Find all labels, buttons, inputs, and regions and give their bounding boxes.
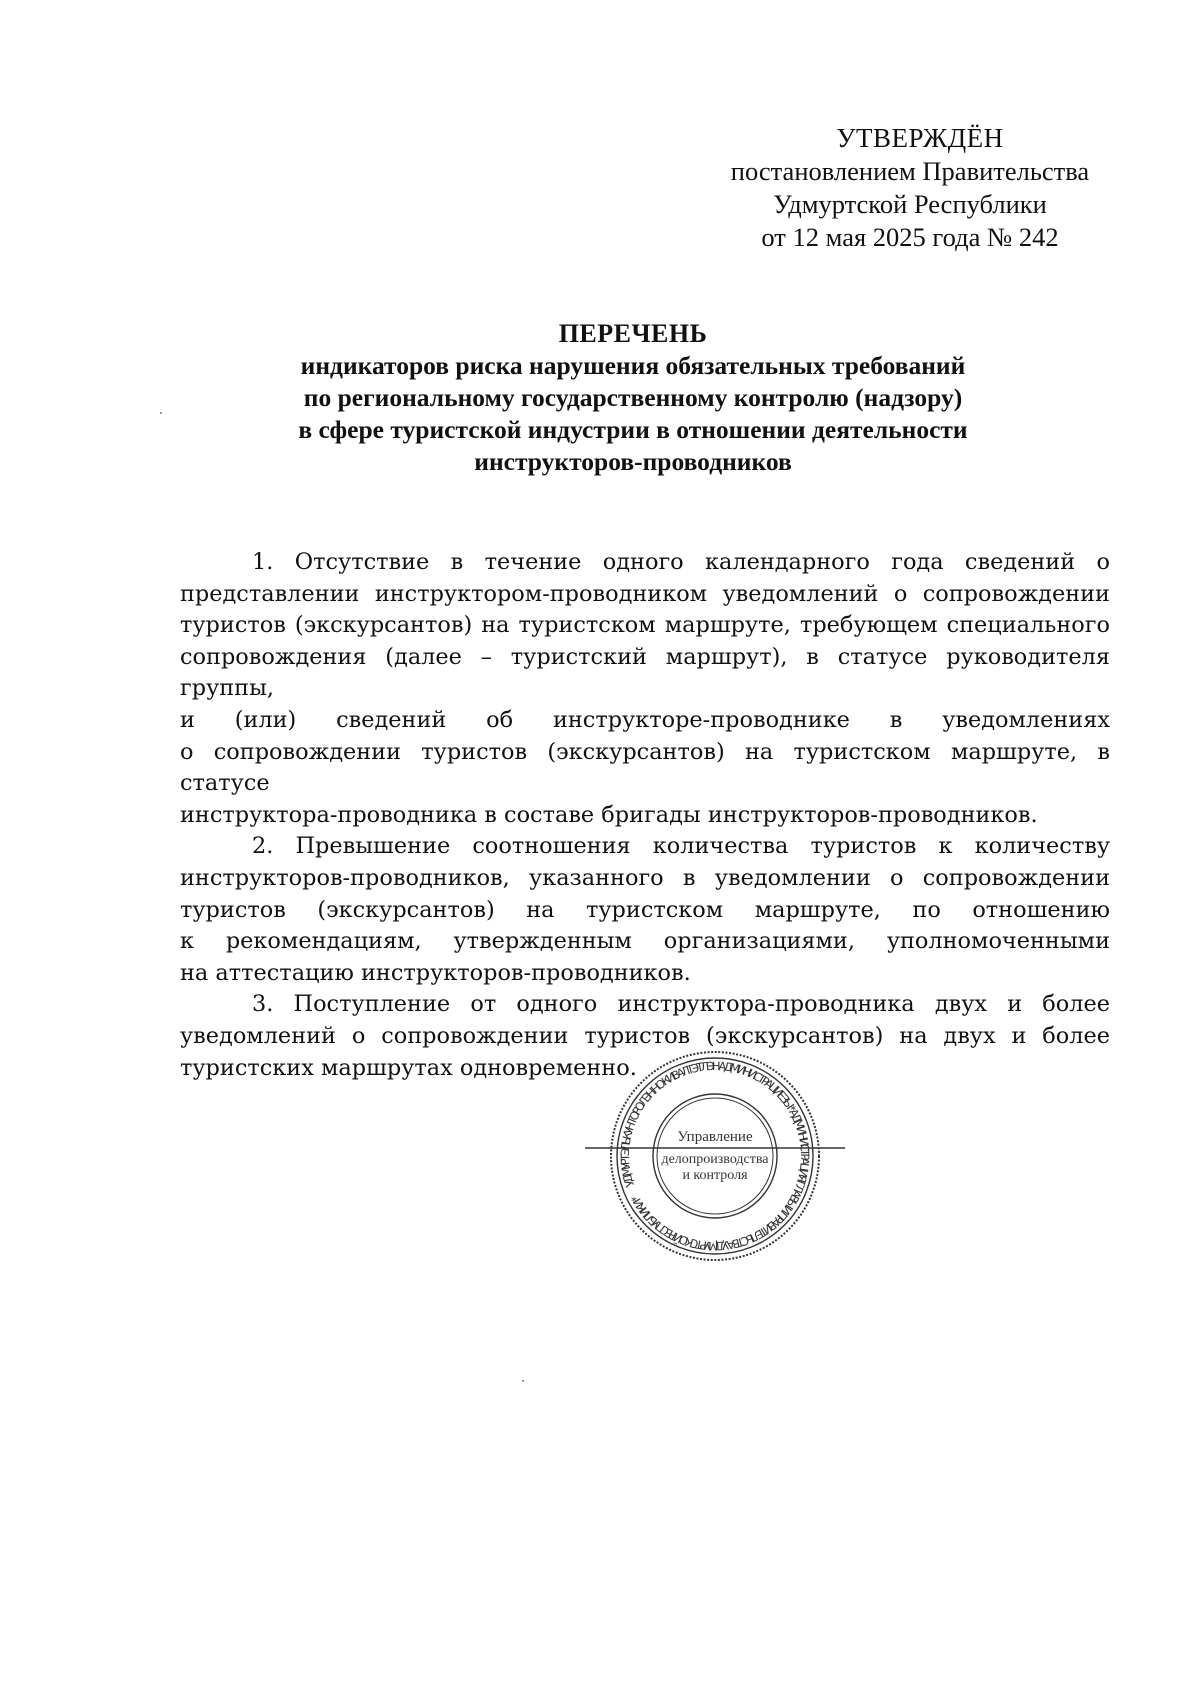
document-title [180, 318, 1086, 478]
approval-heading: УТВЕРЖДЁН [836, 123, 1004, 153]
title-heading: ПЕРЕЧЕНЬ [558, 319, 708, 348]
list-item [180, 547, 1110, 831]
paragraph-line: о сопровождении туристов (экскурсантов) на туристском маршруте, в статусе [180, 738, 1110, 797]
paragraph-line: 1. Отсутствие в течение одного календарного года сведений о [252, 549, 1110, 575]
paragraph-line: уведомлений о сопровождении туристов (экскурсантов) на двух и более [180, 1022, 1110, 1049]
paragraph-line: туристских маршрутах одновременно. [180, 1054, 637, 1081]
paragraph-line: инструкторов-проводников, указанного в уведомлении о сопровождении [180, 864, 1110, 891]
paragraph-line: и (или) сведений об инструкторе-проводнике в уведомлениях [180, 706, 1110, 733]
seal-text-line: делопроизводства [661, 1152, 769, 1167]
approval-line: постановлением Правительства [730, 156, 1090, 186]
scan-speck [522, 1380, 524, 1382]
paragraph-line: туристов (экскурсантов) на туристском маршруте, по отношению [180, 896, 1110, 923]
title-line: инструкторов-проводников [474, 447, 792, 476]
scan-speck [160, 412, 162, 414]
approval-block [700, 122, 1120, 254]
paragraph-line: сопровождения (далее – туристский маршрут), в статусе руководителя группы, [180, 643, 1110, 702]
title-line: индикаторов риска нарушения обязательных требований [300, 351, 966, 380]
paragraph-line: к рекомендациям, утвержденным организациями, уполномоченными [180, 928, 1110, 955]
paragraph-line: представлении инструктором-проводником уведомлений о сопровождении [180, 580, 1110, 607]
approval-line: Удмуртской Республики [773, 189, 1047, 219]
paragraph-line: инструктора-проводника в составе бригады инструкторов-проводников. [180, 801, 1038, 828]
title-line: по региональному государственному контролю (надзору) [303, 383, 963, 412]
paragraph-line: на аттестацию инструкторов-проводников. [180, 959, 691, 986]
approval-line: от 12 мая 2025 года № 242 [761, 222, 1059, 252]
paragraph-line: 2. Превышение соотношения количества туристов к количеству [252, 833, 1110, 860]
document-body [180, 547, 1110, 1084]
seal-text-line: Управление [677, 1129, 753, 1145]
seal-ring-text: УДМУРТ ЭЛЬКУН ТОРОЛЭН НО КИВАЛТЭТЛЭН АДМИНИСТРАЦИЕЗЫ * АДМИНИСТРАЦИЯ ГЛАВЫ И ПРАВИТЕЛЬСТВА УДМУРТСКОЙ РЕСПУБЛИКИ * [617, 1058, 813, 1254]
official-seal [585, 1046, 845, 1266]
paragraph-line: туристов (экскурсантов) на туристском маршруте, требующем специального [180, 612, 1110, 639]
title-line: в сфере туристской индустрии в отношении деятельности [298, 415, 968, 444]
seal-text-line: и контроля [682, 1168, 748, 1183]
paragraph-line: 3. Поступление от одного инструктора-проводника двух и более [252, 991, 1110, 1018]
list-item [180, 831, 1110, 989]
